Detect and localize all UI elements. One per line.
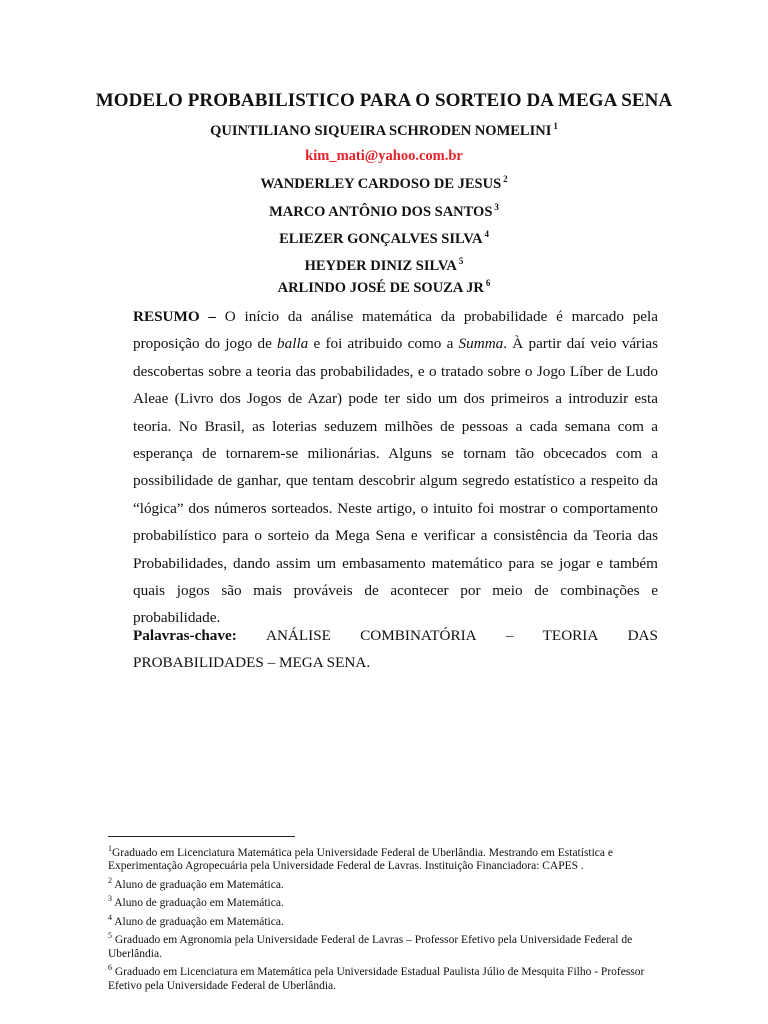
footnote-text: Graduado em Licenciatura Matemática pela Universidade Federal de Uberlândia. Mestrando em Estatística e Experimentação Agropecuária pela Universidade Federal de Lavras. Instituição Financiadora: CAPES . bbox=[108, 846, 613, 873]
abstract-text-2: e foi atribuido como a bbox=[308, 335, 459, 353]
author-3 bbox=[0, 202, 768, 221]
footnote-6 bbox=[108, 961, 653, 993]
footnote-4 bbox=[108, 911, 653, 929]
keywords-line-1 bbox=[133, 622, 658, 649]
author-email[interactable]: kim_mati@yahoo.com.br bbox=[305, 148, 463, 164]
footnote-text: Aluno de graduação em Matemática. bbox=[112, 915, 284, 928]
footnote-5 bbox=[108, 929, 653, 961]
author-1 bbox=[0, 121, 768, 140]
footnote-text: Graduado em Agronomia pela Universidade Federal de Lavras – Professor Efetivo pela Universidade Federal de Uberlândia. bbox=[108, 934, 633, 960]
author-footnote-mark: 2 bbox=[503, 174, 508, 184]
author-4 bbox=[0, 229, 768, 248]
author-6 bbox=[0, 278, 768, 297]
footnote-mark: 6 bbox=[108, 963, 112, 973]
author-name: HEYDER DINIZ SILVA bbox=[304, 257, 457, 274]
author-5 bbox=[0, 256, 768, 275]
author-footnote-mark: 3 bbox=[494, 202, 499, 212]
footnote-mark: 2 bbox=[108, 876, 112, 886]
author-footnote-mark: 1 bbox=[553, 121, 558, 131]
footnote-separator bbox=[108, 836, 295, 837]
keyword-word: COMBINATÓRIA bbox=[360, 627, 477, 644]
footnote-mark: 5 bbox=[108, 931, 112, 941]
author-name: MARCO ANTÔNIO DOS SANTOS bbox=[269, 203, 493, 220]
footnote-2 bbox=[108, 874, 653, 892]
footnote-3 bbox=[108, 892, 653, 910]
abstract-paragraph bbox=[133, 303, 658, 632]
footnotes bbox=[108, 842, 653, 993]
paper-title: MODELO PROBABILISTICO PARA O SORTEIO DA MEGA SENA bbox=[95, 90, 673, 111]
footnote-mark: 3 bbox=[108, 894, 112, 904]
footnote-text: Graduado em Licenciatura em Matemática pela Universidade Estadual Paulista Júlio de Mesquita Filho - Professor Efetivo pela Universidade Federal de Uberlândia. bbox=[108, 966, 645, 992]
keyword-word: TEORIA bbox=[542, 627, 599, 644]
abstract-term-balla: balla bbox=[277, 335, 309, 353]
abstract-text-3: . À partir daí veio várias descobertas sobre a teoria das probabilidades, e o tratado sobre o Jogo Líber de Ludo Aleae (Livro dos Jogos de Azar) pode ter sido um dos primeiros a introduzir esta teoria. No Brasil, as loterias seduzem milhões de pessoas a cada semana com a esperança de tornarem-se milionárias. Alguns se tornam tão obcecados com a possibilidade de ganhar, que tentam descobrir algum segredo estatístico a respeito da “lógica” dos números sorteados. Neste artigo, o intuito foi mostrar o comportamento probabilístico para o sorteio da Mega Sena e verificar a consistência da Teoria das Probabilidades, dando assim um embasamento matemático para se jogar e também quais jogos são mais prováveis de acontecer por meio de combinações e probabilidade. bbox=[133, 335, 658, 627]
keyword-separator: – bbox=[505, 627, 514, 644]
author-footnote-mark: 5 bbox=[458, 256, 464, 266]
author-footnote-mark: 6 bbox=[485, 278, 491, 288]
keywords-block bbox=[133, 622, 658, 677]
author-2 bbox=[0, 174, 768, 193]
abstract-term-summa: Summa bbox=[458, 335, 504, 353]
footnote-1 bbox=[108, 842, 653, 874]
footnote-mark: 1 bbox=[108, 844, 112, 853]
footnote-text: Aluno de graduação em Matemática. bbox=[112, 897, 284, 910]
author-name: QUINTILIANO SIQUEIRA SCHRODEN NOMELINI bbox=[210, 122, 552, 139]
keywords-line-2: PROBABILIDADES – MEGA SENA. bbox=[133, 654, 371, 672]
keyword-word: ANÁLISE bbox=[265, 627, 331, 644]
abstract-label: RESUMO – bbox=[133, 308, 217, 325]
keywords-label: Palavras-chave: bbox=[133, 627, 237, 644]
author-footnote-mark: 4 bbox=[484, 229, 489, 239]
abstract-text-1: O início da análise matemática da probabilidade é marcado pela proposição do jogo de bbox=[133, 308, 658, 353]
keyword-word: DAS bbox=[627, 627, 658, 644]
author-name: ARLINDO JOSÉ DE SOUZA JR bbox=[277, 279, 484, 296]
author-name: WANDERLEY CARDOSO DE JESUS bbox=[260, 175, 502, 192]
footnote-mark: 4 bbox=[108, 912, 112, 922]
footnote-text: Aluno de graduação em Matemática. bbox=[112, 878, 284, 891]
author-name: ELIEZER GONÇALVES SILVA bbox=[279, 230, 483, 247]
